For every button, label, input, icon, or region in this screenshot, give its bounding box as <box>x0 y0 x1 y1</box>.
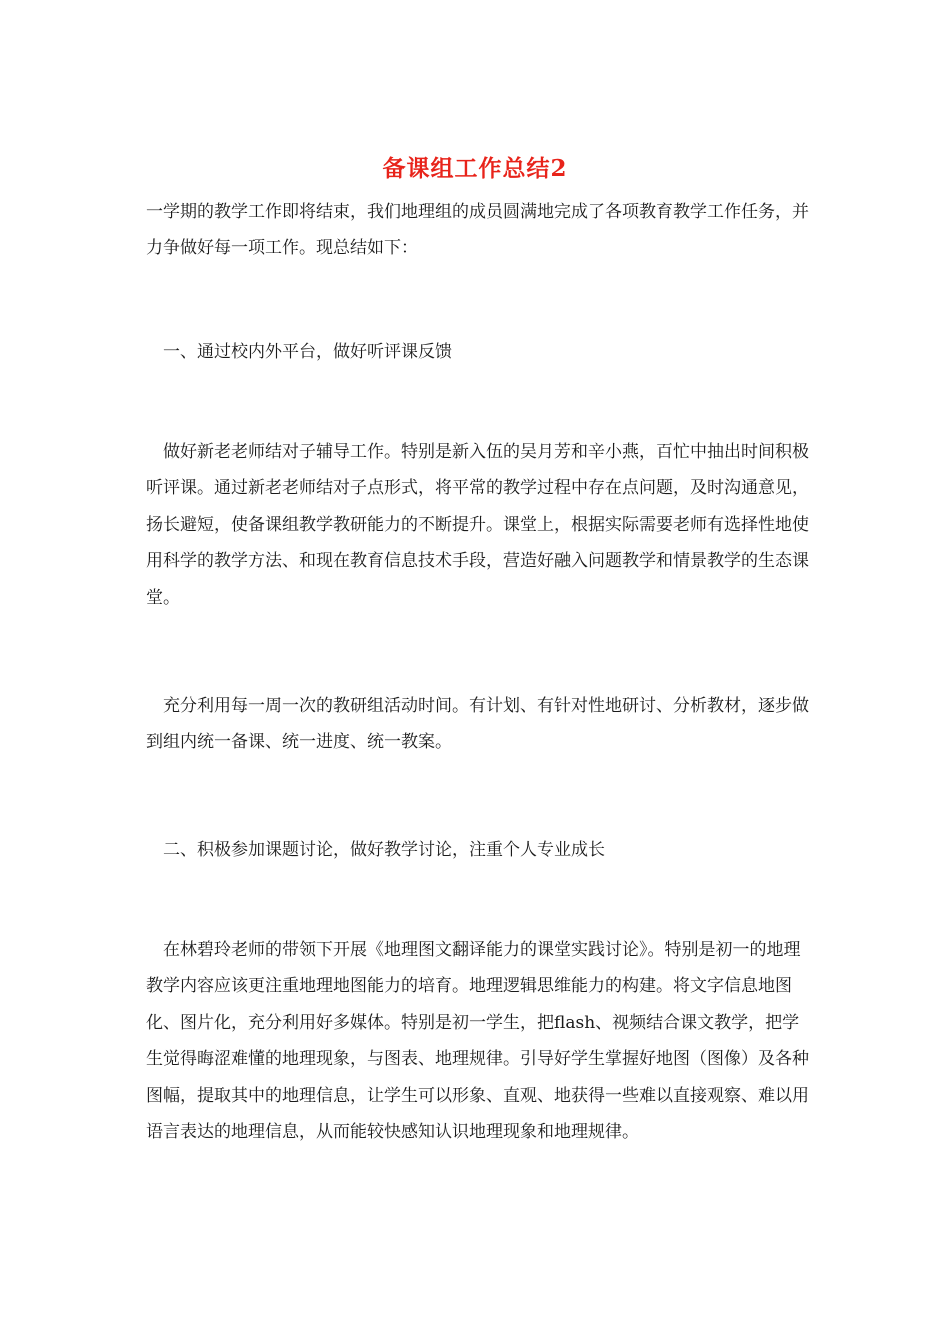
section-1-paragraph-2: 充分利用每一周一次的教研组活动时间。有计划、有针对性地研讨、分析教材，逐步做到组内统一备课、统一进度、统一教案。 <box>146 696 809 753</box>
section-1-paragraph-1: 做好新老老师结对子辅导工作。特别是新入伍的吴月芳和辛小燕，百忙中抽出时间积极听评课。通过新老老师结对子点形式，将平常的教学过程中存在点问题，及时沟通意见，扬长避短，使备课组教学教研能力的不断提升。课堂上，根据实际需要老师有选择性地使用科学的教学方法、和现在教育信息技术手段，营造好融入问题教学和情景教学的生态课堂。 <box>146 442 809 608</box>
document-title: 备课组工作总结2 <box>382 155 568 182</box>
section-1-heading: 一、通过校内外平台，做好听评课反馈 <box>163 342 452 362</box>
intro-paragraph: 一学期的教学工作即将结束，我们地理组的成员圆满地完成了各项教育教学工作任务，并力争做好每一项工作。现总结如下： <box>146 202 809 259</box>
section-2-heading: 二、积极参加课题讨论，做好教学讨论，注重个人专业成长 <box>163 840 605 860</box>
section-2-paragraph-1: 在林碧玲老师的带领下开展《地理图文翻译能力的课堂实践讨论》。特别是初一的地理教学内容应该更注重地理地图能力的培育。地理逻辑思维能力的构建。将文字信息地图化、图片化，充分利用好多媒体。特别是初一学生，把flash、视频结合课文教学，把学生觉得晦涩难懂的地理现象，与图表、地理规律。引导好学生掌握好地图（图像）及各种图幅，提取其中的地理信息，让学生可以形象、直观、地获得一些难以直接观察、难以用语言表达的地理信息，从而能较快感知认识地理现象和地理规律。 <box>146 940 809 1143</box>
